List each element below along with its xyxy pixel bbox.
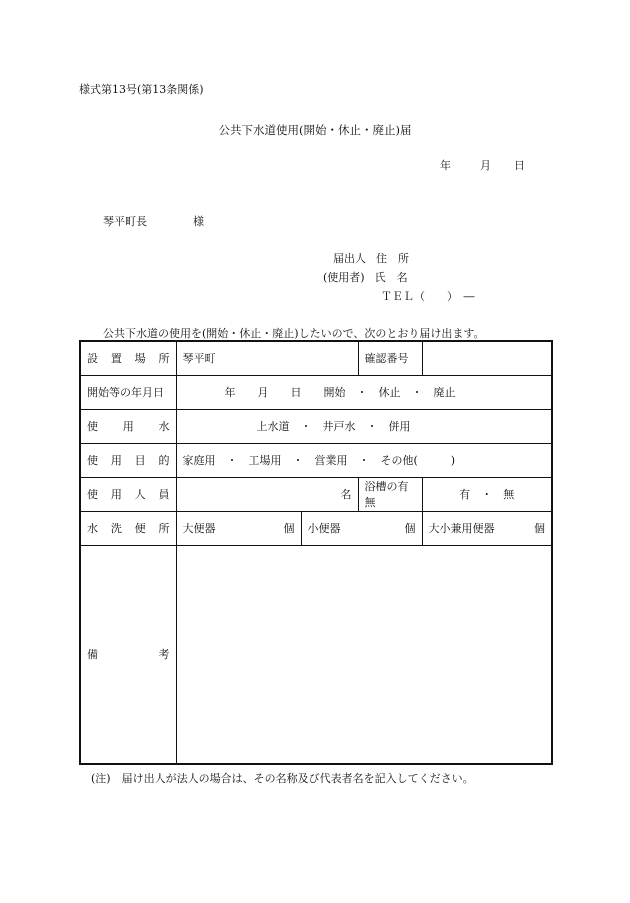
filer-address-label: 住 所 [376,252,409,265]
application-table [79,340,553,765]
form-title: 公共下水道使用(開始・休止・廃止)届 [218,123,412,137]
addressee-honorific: 様 [193,215,204,228]
addressee-name: 琴平町長 [103,215,147,228]
purpose-value[interactable]: 家庭用 ・ 工場用 ・ 営業用 ・ その他( ) [176,443,552,477]
row-remarks [80,545,552,764]
toilet-label: 水 洗 便 所 [80,511,176,545]
persons-unit: 名 [340,488,352,501]
remarks-label: 備 考 [80,545,176,764]
start-date-label: 開始等の年月日 [80,375,176,409]
date-month: 月 [480,159,491,172]
confirm-number-label: 確認番号 [358,341,422,375]
persons-value[interactable] [176,477,358,511]
bath-value[interactable]: 有 ・ 無 [422,477,552,511]
remarks-value[interactable] [176,545,552,764]
confirm-number-value[interactable] [422,341,552,375]
filer-tel: ＴＥＬ（ ） ― [381,290,475,303]
bath-label: 浴槽の有無 [358,477,422,511]
toilet-large[interactable]: 大便器 個 [176,511,301,545]
row-toilet [80,511,552,545]
purpose-label: 使 用 目 的 [80,443,176,477]
date-year: 年 [440,159,451,172]
location-value[interactable]: 琴平町 [176,341,358,375]
filer-address-row [323,250,409,266]
row-location [80,341,552,375]
filer-label: 届出人 [333,252,366,265]
form-id: 様式第13号(第13条関係) [79,83,204,96]
row-water [80,409,552,443]
water-label: 使 用 水 [80,409,176,443]
start-date-value[interactable]: 年 月 日 開始 ・ 休止 ・ 廃止 [176,375,552,409]
location-label: 設 置 場 所 [80,341,176,375]
addressee [103,213,204,229]
persons-label: 使 用 人 員 [80,477,176,511]
water-value[interactable]: 上水道 ・ 井戸水 ・ 併用 [176,409,552,443]
date-line [440,157,525,173]
filer-name-row [323,269,408,285]
toilet-both[interactable]: 大小兼用便器 個 [422,511,552,545]
row-persons [80,477,552,511]
user-label: (使用者) [323,271,365,284]
date-day: 日 [514,159,525,172]
footnote: (注) 届け出人が法人の場合は、その名称及び代表者名を記入してください。 [91,772,474,785]
toilet-small[interactable]: 小便器 個 [301,511,422,545]
statement: 公共下水道の使用を(開始・休止・廃止)したいので、次のとおり届け出ます。 [103,327,485,340]
row-purpose [80,443,552,477]
row-start-date [80,375,552,409]
filer-name-label: 氏 名 [374,271,408,284]
